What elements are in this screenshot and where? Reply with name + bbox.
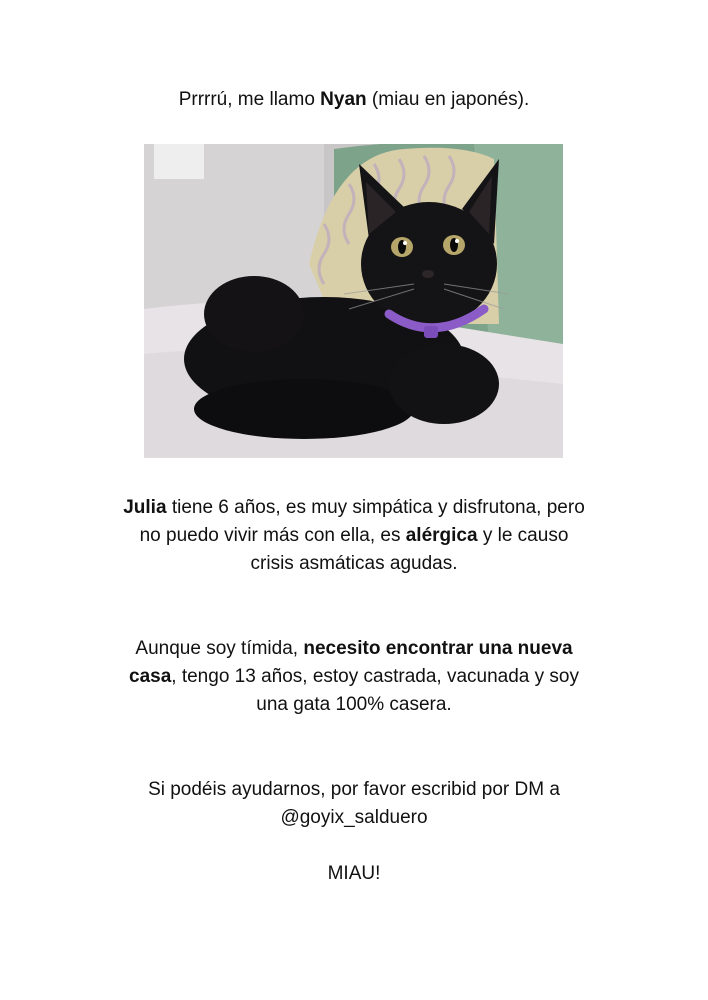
contact-line: Si podéis ayudarnos, por favor escribid por DM a (148, 779, 560, 800)
paragraph-2-line-2 (0, 663, 708, 691)
new-home-emphasis-end: casa (129, 666, 172, 687)
paragraph-1-line-3: crisis asmáticas agudas. (250, 553, 458, 574)
owner-name: Julia (123, 497, 167, 518)
black-cat-photo-icon (144, 144, 563, 458)
paragraph-2-line-3: una gata 100% casera. (256, 694, 452, 715)
contact-handle: @goyix_salduero (280, 807, 428, 828)
cat-name: Nyan (320, 89, 367, 110)
new-home-emphasis: necesito encontrar una nueva (303, 638, 573, 659)
paragraph-1-line-2 (0, 522, 708, 550)
paragraph-1-text: y le causo (477, 525, 569, 546)
paragraph-2-text: , tengo 13 años, estoy castrada, vacunada y soy (171, 666, 579, 687)
cat-photo (144, 144, 563, 458)
intro-line (0, 86, 708, 114)
closing-text: MIAU! (327, 863, 381, 884)
paragraph-1-text: no puedo vivir más con ella, es (139, 525, 406, 546)
intro-text-start: Prrrrú, me llamo (178, 89, 321, 110)
intro-text-end: (miau en japonés). (366, 89, 530, 110)
allergy-emphasis: alérgica (405, 525, 478, 546)
paragraph-2-text: Aunque soy tímida, (135, 638, 304, 659)
paragraph-1-line-1 (0, 494, 708, 522)
paragraph-1-text: tiene 6 años, es muy simpática y disfrutona, pero (166, 497, 585, 518)
paragraph-2-line-1 (0, 635, 708, 663)
